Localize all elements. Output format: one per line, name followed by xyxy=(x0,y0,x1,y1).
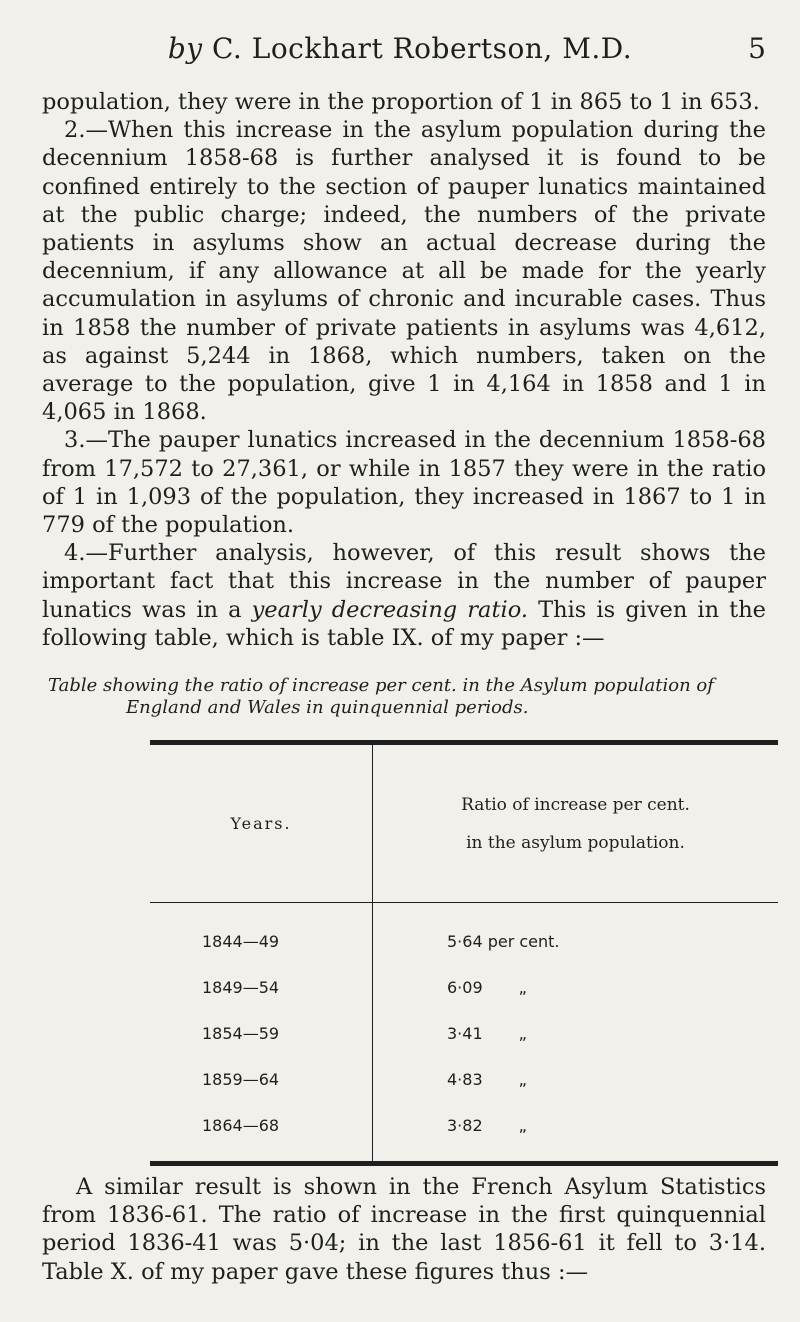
row-ratio-value: 4·83 xyxy=(447,1069,483,1089)
header-ratio-line-1: Ratio of increase per cent. xyxy=(461,794,690,815)
row-ratio-value: 3·82 xyxy=(447,1115,483,1135)
row-ratio xyxy=(373,1010,779,1056)
table-header-row xyxy=(150,743,778,903)
header-ratio xyxy=(373,743,779,903)
running-head-prefix: by xyxy=(167,32,203,65)
row-ratio-value: 5·64 per cent. xyxy=(447,931,560,951)
row-years: 1859—64 xyxy=(150,1056,373,1102)
paragraph-4-emphasis: yearly decreasing ratio. xyxy=(251,596,528,623)
paragraph-continued: population, they were in the proportion of 1 in 865 to 1 in 653. xyxy=(42,89,760,115)
header-ratio-line-2: in the asylum population. xyxy=(466,832,685,853)
paragraph-4-a: 4.—Further analysis, however, of this result shows the important fact that this increase in the number of pauper lunatics was in a xyxy=(42,540,766,623)
ratio-table xyxy=(150,740,778,1166)
paragraph-4-b: This is given in the following table, which is table IX. of my paper :— xyxy=(42,596,766,651)
header-years: Years. xyxy=(150,743,373,903)
ditto-mark: „ xyxy=(518,1023,527,1043)
closing-text xyxy=(42,1173,766,1286)
row-ratio xyxy=(373,964,779,1010)
row-years: 1854—59 xyxy=(150,1010,373,1056)
row-years: 1864—68 xyxy=(150,1102,373,1164)
row-ratio xyxy=(373,1056,779,1102)
row-ratio xyxy=(373,1102,779,1164)
ditto-mark: „ xyxy=(518,977,527,997)
table-row xyxy=(150,1010,778,1056)
page-header xyxy=(0,30,800,70)
table-row xyxy=(150,1102,778,1164)
ditto-mark: „ xyxy=(518,1115,527,1135)
table-row xyxy=(150,903,778,965)
caption-line-1: Table showing the ratio of increase per cent. in the Asylum population of xyxy=(48,675,714,696)
row-years: 1849—54 xyxy=(150,964,373,1010)
paragraph-4 xyxy=(42,539,766,652)
page-number: 5 xyxy=(748,32,766,65)
table-row xyxy=(150,1056,778,1102)
table-row xyxy=(150,964,778,1010)
table-caption xyxy=(48,675,768,719)
body-text xyxy=(42,88,766,652)
row-ratio xyxy=(373,903,779,965)
row-years: 1844—49 xyxy=(150,903,373,965)
row-ratio-value: 6·09 xyxy=(447,977,483,997)
paragraph-3: 3.—The pauper lunatics increased in the decennium 1858-68 from 17,572 to 27,361, or while in 1857 they were in the ratio of 1 in 1,093 of the population, they increased in 1867 to 1 in 779 of the population. xyxy=(42,427,766,539)
ditto-mark: „ xyxy=(518,1069,527,1089)
caption-line-2: England and Wales in quinquennial periods. xyxy=(126,697,529,718)
running-head xyxy=(0,32,800,65)
closing-paragraph: A similar result is shown in the French Asylum Statistics from 1836-61. The ratio of increase in the first quinquennial period 1836-41 was 5·04; in the last 1856-61 it fell to 3·14. Table X. of my paper gave these figures thus :— xyxy=(42,1174,766,1285)
running-head-author: C. Lockhart Robertson, M.D. xyxy=(212,32,633,65)
paragraph-2: 2.—When this increase in the asylum population during the decennium 1858-68 is further analysed it is found to be confined entirely to the section of pauper lunatics maintained at the public charge; indeed, the numbers of the private patients in asylums show an actual decrease during the decennium, if any allowance at all be made for the yearly accumulation in asylums of chronic and incurable cases. Thus in 1858 the number of private patients in asylums was 4,612, as against 5,244 in 1868, which numbers, taken on the average to the population, give 1 in 4,164 in 1858 and 1 in 4,065 in 1868. xyxy=(42,117,766,426)
row-ratio-value: 3·41 xyxy=(447,1023,483,1043)
